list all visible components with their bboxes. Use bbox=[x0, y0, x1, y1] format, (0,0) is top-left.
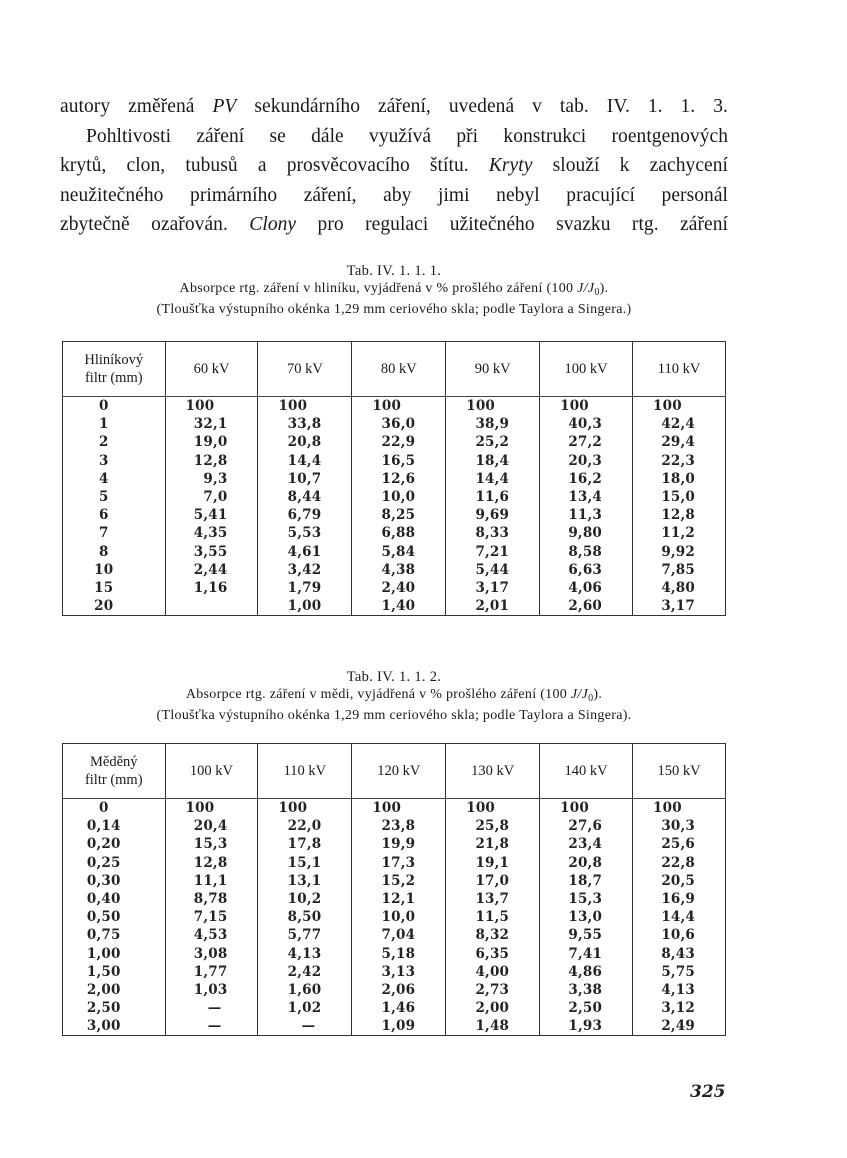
filter-thickness-cell: 2 bbox=[98, 434, 109, 451]
table-header-row bbox=[63, 342, 726, 397]
transmission-cell: 23,4 bbox=[568, 836, 603, 853]
transmission-cell: 1,60 bbox=[287, 981, 322, 998]
transmission-cell: 25,6 bbox=[661, 836, 695, 853]
transmission-cell: 22,0 bbox=[287, 818, 322, 835]
transmission-cell: 15,2 bbox=[381, 872, 416, 889]
transmission-cell: 3,55 bbox=[193, 543, 228, 560]
transmission-cell: 14,4 bbox=[287, 452, 322, 469]
filter-thickness-column bbox=[63, 397, 166, 616]
transmission-cell: 3,08 bbox=[193, 945, 228, 962]
transmission-cell: 100 bbox=[372, 398, 402, 414]
text-run: Pohltivosti záření se dále využívá při konstrukci roentgenových bbox=[86, 125, 728, 147]
table-2-caption-line2: (Tloušťka výstupního okénka 1,29 mm ceriového skla; podle Taylora a Singera). bbox=[156, 708, 632, 723]
filter-thickness-cell: 4 bbox=[98, 470, 109, 487]
transmission-column bbox=[258, 397, 352, 616]
transmission-cell: 29,4 bbox=[661, 434, 695, 451]
voltage-column-header: 140 kV bbox=[540, 744, 633, 799]
voltage-column-header: 150 kV bbox=[633, 744, 726, 799]
transmission-cell: 6,88 bbox=[381, 525, 416, 542]
text-run: neužitečného primárního záření, aby jimi nebyl pracující personál bbox=[60, 184, 728, 206]
transmission-cell: 12,8 bbox=[661, 507, 695, 524]
transmission-cell: 15,3 bbox=[193, 836, 228, 853]
transmission-cell: 16,5 bbox=[381, 452, 416, 469]
transmission-cell: 100 bbox=[185, 800, 215, 816]
transmission-cell: 13,7 bbox=[475, 890, 510, 907]
filter-thickness-cell: 0 bbox=[98, 800, 109, 816]
transmission-cell: 2,49 bbox=[661, 1018, 695, 1035]
filter-thickness-cell: 1,50 bbox=[86, 963, 121, 980]
voltage-column-header: 100 kV bbox=[165, 744, 258, 799]
voltage-column-header: 90 kV bbox=[446, 342, 540, 397]
transmission-cell: 21,8 bbox=[475, 836, 510, 853]
aluminum-absorption-table bbox=[62, 341, 726, 616]
transmission-cell: 4,06 bbox=[568, 579, 603, 596]
filter-thickness-cell: 2,00 bbox=[86, 981, 121, 998]
table-2-label: Tab. IV. 1. 1. 2. bbox=[346, 669, 442, 685]
transmission-cell: 8,33 bbox=[475, 525, 510, 542]
transmission-column bbox=[165, 799, 258, 1036]
transmission-cell: 22,8 bbox=[661, 854, 695, 871]
copper-absorption-table bbox=[62, 743, 726, 1036]
transmission-column bbox=[446, 799, 540, 1036]
table-2-caption-line1: Absorpce rtg. záření v mědi, vyjádřená v % prošlého záření (100 $J/J_0$). bbox=[185, 687, 603, 704]
transmission-cell: 12,1 bbox=[381, 890, 416, 907]
transmission-cell: 40,3 bbox=[568, 416, 603, 433]
transmission-cell: — bbox=[207, 1000, 222, 1017]
transmission-cell: 3,13 bbox=[381, 963, 416, 980]
voltage-column-header: 70 kV bbox=[258, 342, 352, 397]
transmission-cell: 1,02 bbox=[287, 1000, 322, 1017]
filter-thickness-cell: 0,25 bbox=[86, 854, 121, 871]
text-run: slouží k zachycení bbox=[532, 155, 728, 176]
transmission-cell: 16,9 bbox=[661, 890, 695, 907]
transmission-column bbox=[446, 397, 540, 616]
transmission-cell: 4,80 bbox=[661, 579, 695, 596]
transmission-cell: 1,03 bbox=[193, 981, 228, 998]
transmission-cell: 22,3 bbox=[661, 452, 695, 469]
transmission-cell: 6,35 bbox=[475, 945, 510, 962]
transmission-cell: 14,4 bbox=[661, 909, 695, 926]
filter-thickness-cell: 0,30 bbox=[86, 872, 121, 889]
transmission-cell: 10,6 bbox=[661, 927, 695, 944]
transmission-cell: 4,00 bbox=[475, 963, 510, 980]
table-1-caption bbox=[60, 263, 728, 318]
transmission-cell: 3,17 bbox=[661, 598, 695, 615]
transmission-cell: 5,84 bbox=[381, 543, 416, 560]
voltage-column-header: 100 kV bbox=[540, 342, 633, 397]
transmission-cell: 1,40 bbox=[381, 598, 416, 615]
filter-thickness-cell: 6 bbox=[98, 507, 109, 524]
text-run: pro regulaci užitečného svazku rtg. záření bbox=[296, 214, 728, 235]
transmission-cell: 11,6 bbox=[475, 488, 510, 505]
transmission-cell: 17,8 bbox=[287, 836, 322, 853]
transmission-cell: 18,4 bbox=[475, 452, 510, 469]
filter-thickness-cell: 7 bbox=[98, 525, 109, 542]
transmission-cell: 1,48 bbox=[475, 1018, 510, 1035]
transmission-cell: 22,9 bbox=[381, 434, 416, 451]
transmission-cell: 15,3 bbox=[568, 890, 603, 907]
transmission-cell: 1,16 bbox=[193, 579, 228, 596]
transmission-cell: 20,3 bbox=[568, 452, 603, 469]
transmission-cell: 3,42 bbox=[287, 561, 322, 578]
table-2-caption bbox=[60, 669, 728, 724]
filter-thickness-cell: 8 bbox=[98, 543, 109, 560]
voltage-column-header: 80 kV bbox=[352, 342, 446, 397]
transmission-cell: 5,77 bbox=[287, 927, 322, 944]
transmission-cell: 8,50 bbox=[287, 909, 322, 926]
transmission-cell: 9,69 bbox=[475, 507, 510, 524]
transmission-cell bbox=[166, 597, 258, 615]
transmission-cell: 10,2 bbox=[287, 890, 322, 907]
transmission-cell: 19,1 bbox=[475, 854, 510, 871]
transmission-column bbox=[352, 799, 446, 1036]
transmission-cell: 6,79 bbox=[287, 507, 322, 524]
transmission-cell: 5,44 bbox=[475, 561, 510, 578]
transmission-cell: — bbox=[301, 1018, 316, 1035]
paragraph-line bbox=[60, 122, 728, 152]
transmission-column bbox=[258, 799, 352, 1036]
transmission-cell: 38,9 bbox=[475, 416, 510, 433]
transmission-cell: 4,86 bbox=[568, 963, 603, 980]
transmission-cell: 5,75 bbox=[661, 963, 695, 980]
transmission-cell: 100 bbox=[185, 398, 215, 414]
transmission-cell: 9,80 bbox=[568, 525, 603, 542]
filter-thickness-cell: 5 bbox=[98, 488, 109, 505]
transmission-cell: 30,3 bbox=[661, 818, 695, 835]
transmission-cell: 1,93 bbox=[568, 1018, 603, 1035]
transmission-cell: 13,0 bbox=[568, 909, 603, 926]
transmission-cell: 14,4 bbox=[475, 470, 510, 487]
transmission-cell: 8,32 bbox=[475, 927, 510, 944]
header-line: Měděný bbox=[90, 754, 138, 770]
transmission-cell: 18,0 bbox=[661, 470, 695, 487]
transmission-cell: 7,15 bbox=[193, 909, 228, 926]
transmission-cell: 1,77 bbox=[193, 963, 228, 980]
transmission-cell: 4,38 bbox=[381, 561, 416, 578]
transmission-cell: 5,41 bbox=[193, 507, 228, 524]
header-line: Hliníkový bbox=[84, 352, 144, 368]
transmission-cell: 42,4 bbox=[661, 416, 695, 433]
transmission-cell: 8,58 bbox=[568, 543, 603, 560]
text-run: autory změřená bbox=[60, 96, 213, 117]
transmission-column bbox=[633, 799, 726, 1036]
transmission-cell: 100 bbox=[560, 800, 589, 816]
transmission-cell: 1,00 bbox=[287, 598, 322, 615]
transmission-cell: 1,79 bbox=[287, 579, 322, 596]
table-body-row bbox=[63, 799, 726, 1036]
transmission-cell: 1,46 bbox=[381, 1000, 416, 1017]
transmission-cell: 17,0 bbox=[475, 872, 510, 889]
text-run: zbytečně ozařován. bbox=[60, 214, 250, 235]
filter-thickness-cell: 0,40 bbox=[86, 890, 121, 907]
transmission-cell: 20,8 bbox=[287, 434, 322, 451]
italic-term: Kryty bbox=[488, 155, 533, 176]
filter-thickness-cell: 0,75 bbox=[86, 927, 121, 944]
transmission-cell: 12,8 bbox=[193, 452, 228, 469]
page-number: 325 bbox=[690, 1082, 726, 1102]
transmission-column bbox=[352, 397, 446, 616]
transmission-cell: 25,2 bbox=[475, 434, 510, 451]
transmission-cell: 8,25 bbox=[381, 507, 416, 524]
transmission-cell: 12,6 bbox=[381, 470, 416, 487]
filter-thickness-cell: 2,50 bbox=[86, 1000, 121, 1017]
transmission-cell: 15,1 bbox=[287, 854, 322, 871]
transmission-cell: 13,4 bbox=[568, 488, 603, 505]
transmission-cell: 100 bbox=[560, 398, 589, 414]
transmission-cell: 3,12 bbox=[661, 1000, 695, 1017]
voltage-column-header: 60 kV bbox=[165, 342, 258, 397]
transmission-cell: 9,92 bbox=[661, 543, 695, 560]
filter-thickness-cell: 0,50 bbox=[86, 909, 121, 926]
transmission-cell: 25,8 bbox=[475, 818, 510, 835]
transmission-cell: 20,8 bbox=[568, 854, 603, 871]
transmission-cell: 2,50 bbox=[568, 1000, 603, 1017]
voltage-column-header: 110 kV bbox=[633, 342, 726, 397]
transmission-cell: 2,44 bbox=[193, 561, 228, 578]
transmission-cell: 4,35 bbox=[193, 525, 228, 542]
transmission-cell: 12,8 bbox=[193, 854, 228, 871]
transmission-cell: 2,00 bbox=[475, 1000, 510, 1017]
transmission-cell: 13,1 bbox=[287, 872, 322, 889]
transmission-cell: 19,0 bbox=[193, 434, 228, 451]
transmission-cell: 7,04 bbox=[381, 927, 416, 944]
transmission-cell: 9,55 bbox=[568, 927, 603, 944]
table-header-row bbox=[63, 744, 726, 799]
filter-thickness-cell: 3 bbox=[98, 452, 109, 469]
body-paragraph bbox=[60, 92, 728, 240]
table-1-caption-line2: (Tloušťka výstupního okénka 1,29 mm ceriového skla; podle Taylora a Singera.) bbox=[156, 302, 632, 317]
transmission-cell: 100 bbox=[653, 398, 682, 414]
transmission-cell: 27,2 bbox=[568, 434, 603, 451]
transmission-cell: 8,44 bbox=[287, 488, 322, 505]
transmission-cell: 2,42 bbox=[287, 963, 322, 980]
transmission-cell: 19,9 bbox=[381, 836, 416, 853]
transmission-cell: 8,43 bbox=[661, 945, 695, 962]
transmission-cell: 15,0 bbox=[661, 488, 695, 505]
transmission-cell: 100 bbox=[278, 800, 308, 816]
filter-thickness-cell: 10 bbox=[94, 561, 114, 578]
transmission-cell: 2,06 bbox=[381, 981, 416, 998]
voltage-column-header: 120 kV bbox=[352, 744, 446, 799]
transmission-cell: 36,0 bbox=[381, 416, 416, 433]
transmission-cell: 6,63 bbox=[568, 561, 603, 578]
filter-thickness-cell: 1 bbox=[98, 416, 109, 433]
transmission-cell: 10,0 bbox=[381, 488, 416, 505]
table-1-label: Tab. IV. 1. 1. 1. bbox=[346, 263, 442, 279]
transmission-cell: 100 bbox=[278, 398, 308, 414]
transmission-cell: 100 bbox=[466, 398, 496, 414]
transmission-cell: 100 bbox=[372, 800, 402, 816]
filter-column-header bbox=[63, 744, 166, 799]
transmission-cell: 2,40 bbox=[381, 579, 416, 596]
transmission-cell: 7,85 bbox=[661, 561, 695, 578]
filter-column-header bbox=[63, 342, 166, 397]
voltage-column-header: 130 kV bbox=[446, 744, 540, 799]
transmission-cell: 7,0 bbox=[203, 488, 228, 505]
filter-thickness-cell: 0 bbox=[98, 398, 109, 414]
transmission-cell: 5,53 bbox=[287, 525, 322, 542]
filter-thickness-cell: 3,00 bbox=[86, 1018, 121, 1035]
transmission-cell: — bbox=[207, 1018, 222, 1035]
transmission-cell: 11,2 bbox=[661, 525, 695, 542]
transmission-cell: 23,8 bbox=[381, 818, 416, 835]
transmission-cell: 11,1 bbox=[193, 872, 228, 889]
transmission-cell: 3,17 bbox=[475, 579, 510, 596]
filter-thickness-cell: 0,14 bbox=[86, 818, 121, 835]
transmission-cell: 11,3 bbox=[568, 507, 603, 524]
italic-term: PV bbox=[212, 96, 237, 117]
filter-thickness-column bbox=[63, 799, 166, 1036]
table-body-row bbox=[63, 397, 726, 616]
text-run: krytů, clon, tubusů a prosvěcovacího štítu. bbox=[60, 155, 489, 176]
transmission-cell: 2,73 bbox=[475, 981, 510, 998]
transmission-cell: 10,0 bbox=[381, 909, 416, 926]
transmission-cell: 4,61 bbox=[287, 543, 322, 560]
transmission-column bbox=[540, 799, 633, 1036]
transmission-cell: 4,13 bbox=[287, 945, 322, 962]
paragraph-line bbox=[60, 181, 728, 211]
transmission-cell: 20,5 bbox=[661, 872, 695, 889]
header-line: filtr (mm) bbox=[84, 772, 143, 788]
transmission-cell: 10,7 bbox=[287, 470, 322, 487]
transmission-cell: 17,3 bbox=[381, 854, 416, 871]
table-1-caption-line1: Absorpce rtg. záření v hliníku, vyjádřená v % prošlého záření (100 $J/J_0$). bbox=[179, 281, 609, 298]
transmission-cell: 18,7 bbox=[568, 872, 603, 889]
transmission-column bbox=[633, 397, 726, 616]
transmission-cell: 3,38 bbox=[568, 981, 603, 998]
transmission-cell: 2,60 bbox=[568, 598, 603, 615]
transmission-cell: 5,18 bbox=[381, 945, 416, 962]
text-run: sekundárního záření, uvedená v tab. IV. 1. 1. 3. bbox=[236, 96, 728, 117]
header-line: filtr (mm) bbox=[84, 370, 143, 386]
transmission-cell: 7,21 bbox=[475, 543, 510, 560]
filter-thickness-cell: 15 bbox=[94, 579, 114, 596]
transmission-cell: 9,3 bbox=[203, 470, 228, 487]
transmission-cell: 7,41 bbox=[568, 945, 603, 962]
transmission-cell: 27,6 bbox=[568, 818, 603, 835]
transmission-cell: 8,78 bbox=[193, 890, 228, 907]
transmission-column bbox=[540, 397, 633, 616]
voltage-column-header: 110 kV bbox=[258, 744, 352, 799]
filter-thickness-cell: 1,00 bbox=[86, 945, 121, 962]
paragraph-line bbox=[60, 92, 728, 122]
transmission-cell: 20,4 bbox=[193, 818, 228, 835]
transmission-cell: 4,53 bbox=[193, 927, 228, 944]
paragraph-line bbox=[60, 210, 728, 240]
transmission-cell: 32,1 bbox=[193, 416, 228, 433]
paragraph-line bbox=[60, 151, 728, 181]
transmission-cell: 100 bbox=[653, 800, 682, 816]
transmission-cell: 1,09 bbox=[381, 1018, 416, 1035]
transmission-column bbox=[165, 397, 258, 616]
transmission-cell: 100 bbox=[466, 800, 496, 816]
italic-term: Clony bbox=[249, 214, 297, 235]
transmission-cell: 16,2 bbox=[568, 470, 603, 487]
transmission-cell: 2,01 bbox=[475, 598, 510, 615]
filter-thickness-cell: 20 bbox=[94, 598, 114, 615]
transmission-cell: 33,8 bbox=[287, 416, 322, 433]
transmission-cell: 4,13 bbox=[661, 981, 695, 998]
transmission-cell: 11,5 bbox=[475, 909, 510, 926]
filter-thickness-cell: 0,20 bbox=[86, 836, 121, 853]
